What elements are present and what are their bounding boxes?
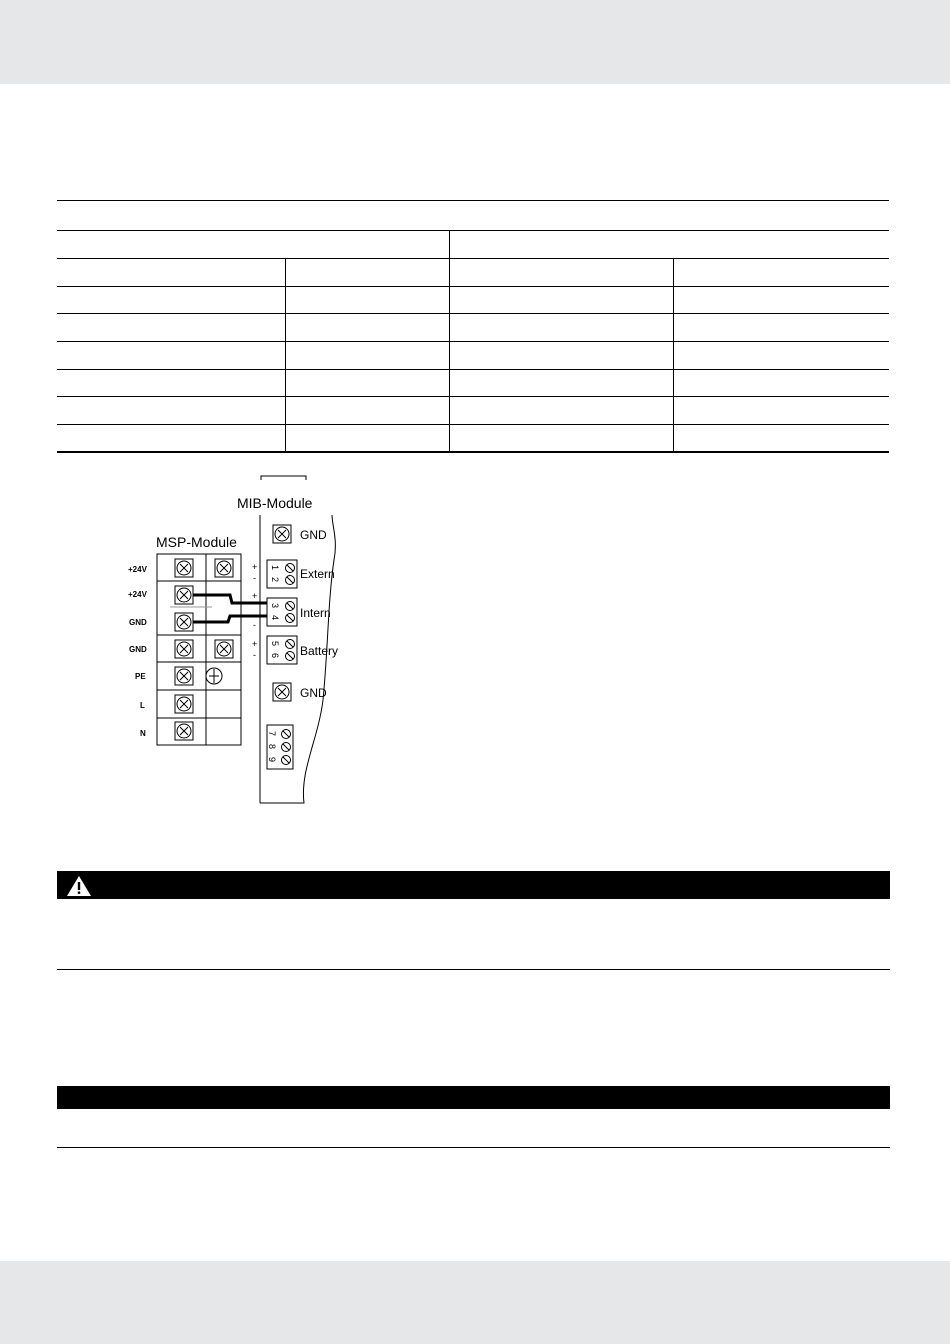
note-bar (57, 1086, 890, 1109)
screw-terminal-icon (175, 613, 193, 631)
msp-module-title: MSP-Module (156, 534, 237, 550)
table-divider (673, 258, 674, 451)
page-header-band (0, 0, 950, 84)
screw-terminal-icon (175, 722, 193, 740)
svg-text:2: 2 (270, 577, 280, 583)
svg-text:6: 6 (270, 653, 280, 659)
svg-text:9: 9 (267, 757, 277, 763)
msp-row-label: PE (135, 672, 146, 681)
msp-row-label: N (140, 729, 146, 738)
msp-terminal-block (157, 554, 241, 745)
msp-row-label: +24V (128, 565, 147, 574)
table-divider (449, 230, 450, 451)
svg-text:GND: GND (300, 686, 327, 700)
note-rule (57, 1147, 890, 1148)
screw-terminal-icon (273, 525, 291, 543)
svg-text:Intern: Intern (300, 606, 331, 620)
mib-bracket (261, 476, 306, 480)
screw-terminal-icon (215, 559, 233, 577)
screw-terminal-icon (175, 586, 193, 604)
screw-terminal-icon (175, 559, 193, 577)
polarity-mark: + (252, 591, 258, 601)
page-footer-band (0, 1261, 950, 1344)
mib-gnd-top-terminal (273, 525, 327, 543)
warning-rule (57, 969, 890, 970)
msp-row-label: GND (129, 618, 147, 627)
svg-text:3: 3 (270, 603, 280, 609)
screw-terminal-icon (282, 756, 291, 765)
svg-text:GND: GND (300, 528, 327, 542)
table-rule (57, 396, 889, 397)
table-rule (57, 258, 889, 259)
mib-intern-terminal (267, 598, 331, 626)
screw-terminal-icon (286, 564, 295, 573)
polarity-mark: - (253, 620, 256, 630)
svg-text:8: 8 (267, 744, 277, 750)
wiring-diagram (120, 470, 360, 810)
table-rule (57, 341, 889, 342)
svg-text:4: 4 (270, 615, 280, 621)
warning-triangle-icon (66, 875, 92, 897)
msp-row-label: L (140, 701, 145, 710)
table-rule (57, 369, 889, 370)
mib-module-title: MIB-Module (237, 495, 313, 511)
table-rule (57, 230, 889, 231)
svg-text:Battery: Battery (300, 644, 339, 658)
screw-terminal-icon (175, 695, 193, 713)
table-rule (57, 424, 889, 425)
table-rule (57, 286, 889, 287)
screw-terminal-icon (286, 602, 295, 611)
screw-terminal-icon (175, 667, 193, 685)
warning-bar (57, 871, 890, 899)
table-rule-top (57, 200, 889, 201)
mib-gnd-bottom-terminal (273, 683, 327, 701)
polarity-mark: - (253, 573, 256, 583)
screw-terminal-icon (273, 683, 291, 701)
mib-pin-789-terminal (267, 725, 293, 769)
screw-terminal-icon (215, 640, 233, 658)
earth-ground-icon (206, 668, 222, 684)
svg-text:5: 5 (270, 641, 280, 647)
screw-terminal-icon (286, 652, 295, 661)
screw-terminal-icon (175, 640, 193, 658)
table-divider (285, 258, 286, 451)
table-rule-bottom (57, 451, 889, 453)
svg-text:7: 7 (267, 731, 277, 737)
polarity-mark: + (252, 639, 258, 649)
msp-row-label: GND (129, 645, 147, 654)
mib-extern-terminal (267, 560, 335, 588)
polarity-mark: + (252, 562, 258, 572)
screw-terminal-icon (282, 730, 291, 739)
screw-terminal-icon (286, 640, 295, 649)
screw-terminal-icon (286, 576, 295, 585)
svg-text:1: 1 (270, 565, 280, 571)
table-rule (57, 313, 889, 314)
polarity-mark: - (253, 650, 256, 660)
msp-row-label: +24V (128, 590, 147, 599)
screw-terminal-icon (282, 743, 291, 752)
svg-text:Extern: Extern (300, 567, 335, 581)
screw-terminal-icon (286, 614, 295, 623)
